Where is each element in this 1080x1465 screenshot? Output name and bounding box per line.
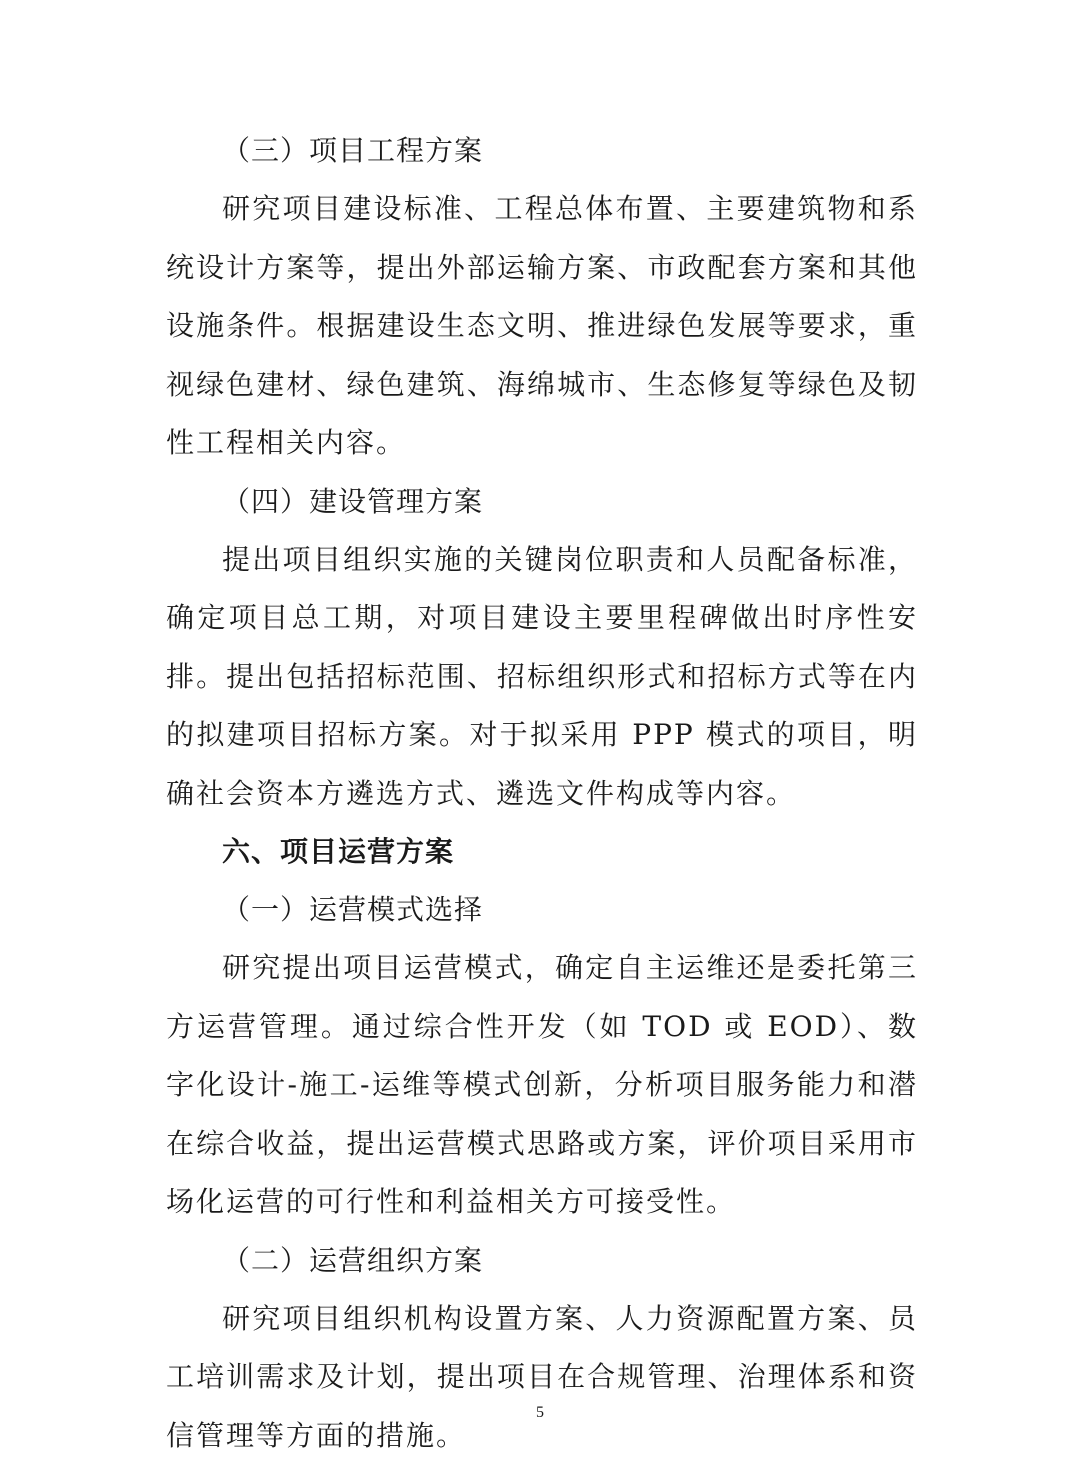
page-number: 5 [0,1403,1080,1423]
subsection-heading-construction-management: （四）建设管理方案 [166,473,918,531]
paragraph-construction-management: 提出项目组织实施的关键岗位职责和人员配备标准，确定项目总工期，对项目建设主要里程碑做出时序性安排。提出包括招标范围、招标组织形式和招标方式等在内的拟建项目招标方案。对于拟采用 PPP 模式的项目，明确社会资本方遴选方式、遴选文件构成等内容。 [166,531,918,824]
paragraph-operation-organization: 研究项目组织机构设置方案、人力资源配置方案、员工培训需求及计划，提出项目在合规管理、治理体系和资信管理等方面的措施。 [166,1290,918,1465]
document-body [166,122,918,1465]
section-heading-operation-plan: 六、项目运营方案 [166,823,918,881]
subsection-heading-operation-mode: （一）运营模式选择 [166,881,918,939]
subsection-heading-engineering-plan: （三）项目工程方案 [166,122,918,180]
paragraph-operation-mode: 研究提出项目运营模式，确定自主运维还是委托第三方运营管理。通过综合性开发（如 TOD 或 EOD）、数字化设计-施工-运维等模式创新，分析项目服务能力和潜在综合收益，提出运营模式思路或方案，评价项目采用市场化运营的可行性和利益相关方可接受性。 [166,939,918,1232]
subsection-heading-operation-organization: （二）运营组织方案 [166,1232,918,1290]
paragraph-engineering-plan: 研究项目建设标准、工程总体布置、主要建筑物和系统设计方案等，提出外部运输方案、市政配套方案和其他设施条件。根据建设生态文明、推进绿色发展等要求，重视绿色建材、绿色建筑、海绵城市、生态修复等绿色及韧性工程相关内容。 [166,180,918,473]
